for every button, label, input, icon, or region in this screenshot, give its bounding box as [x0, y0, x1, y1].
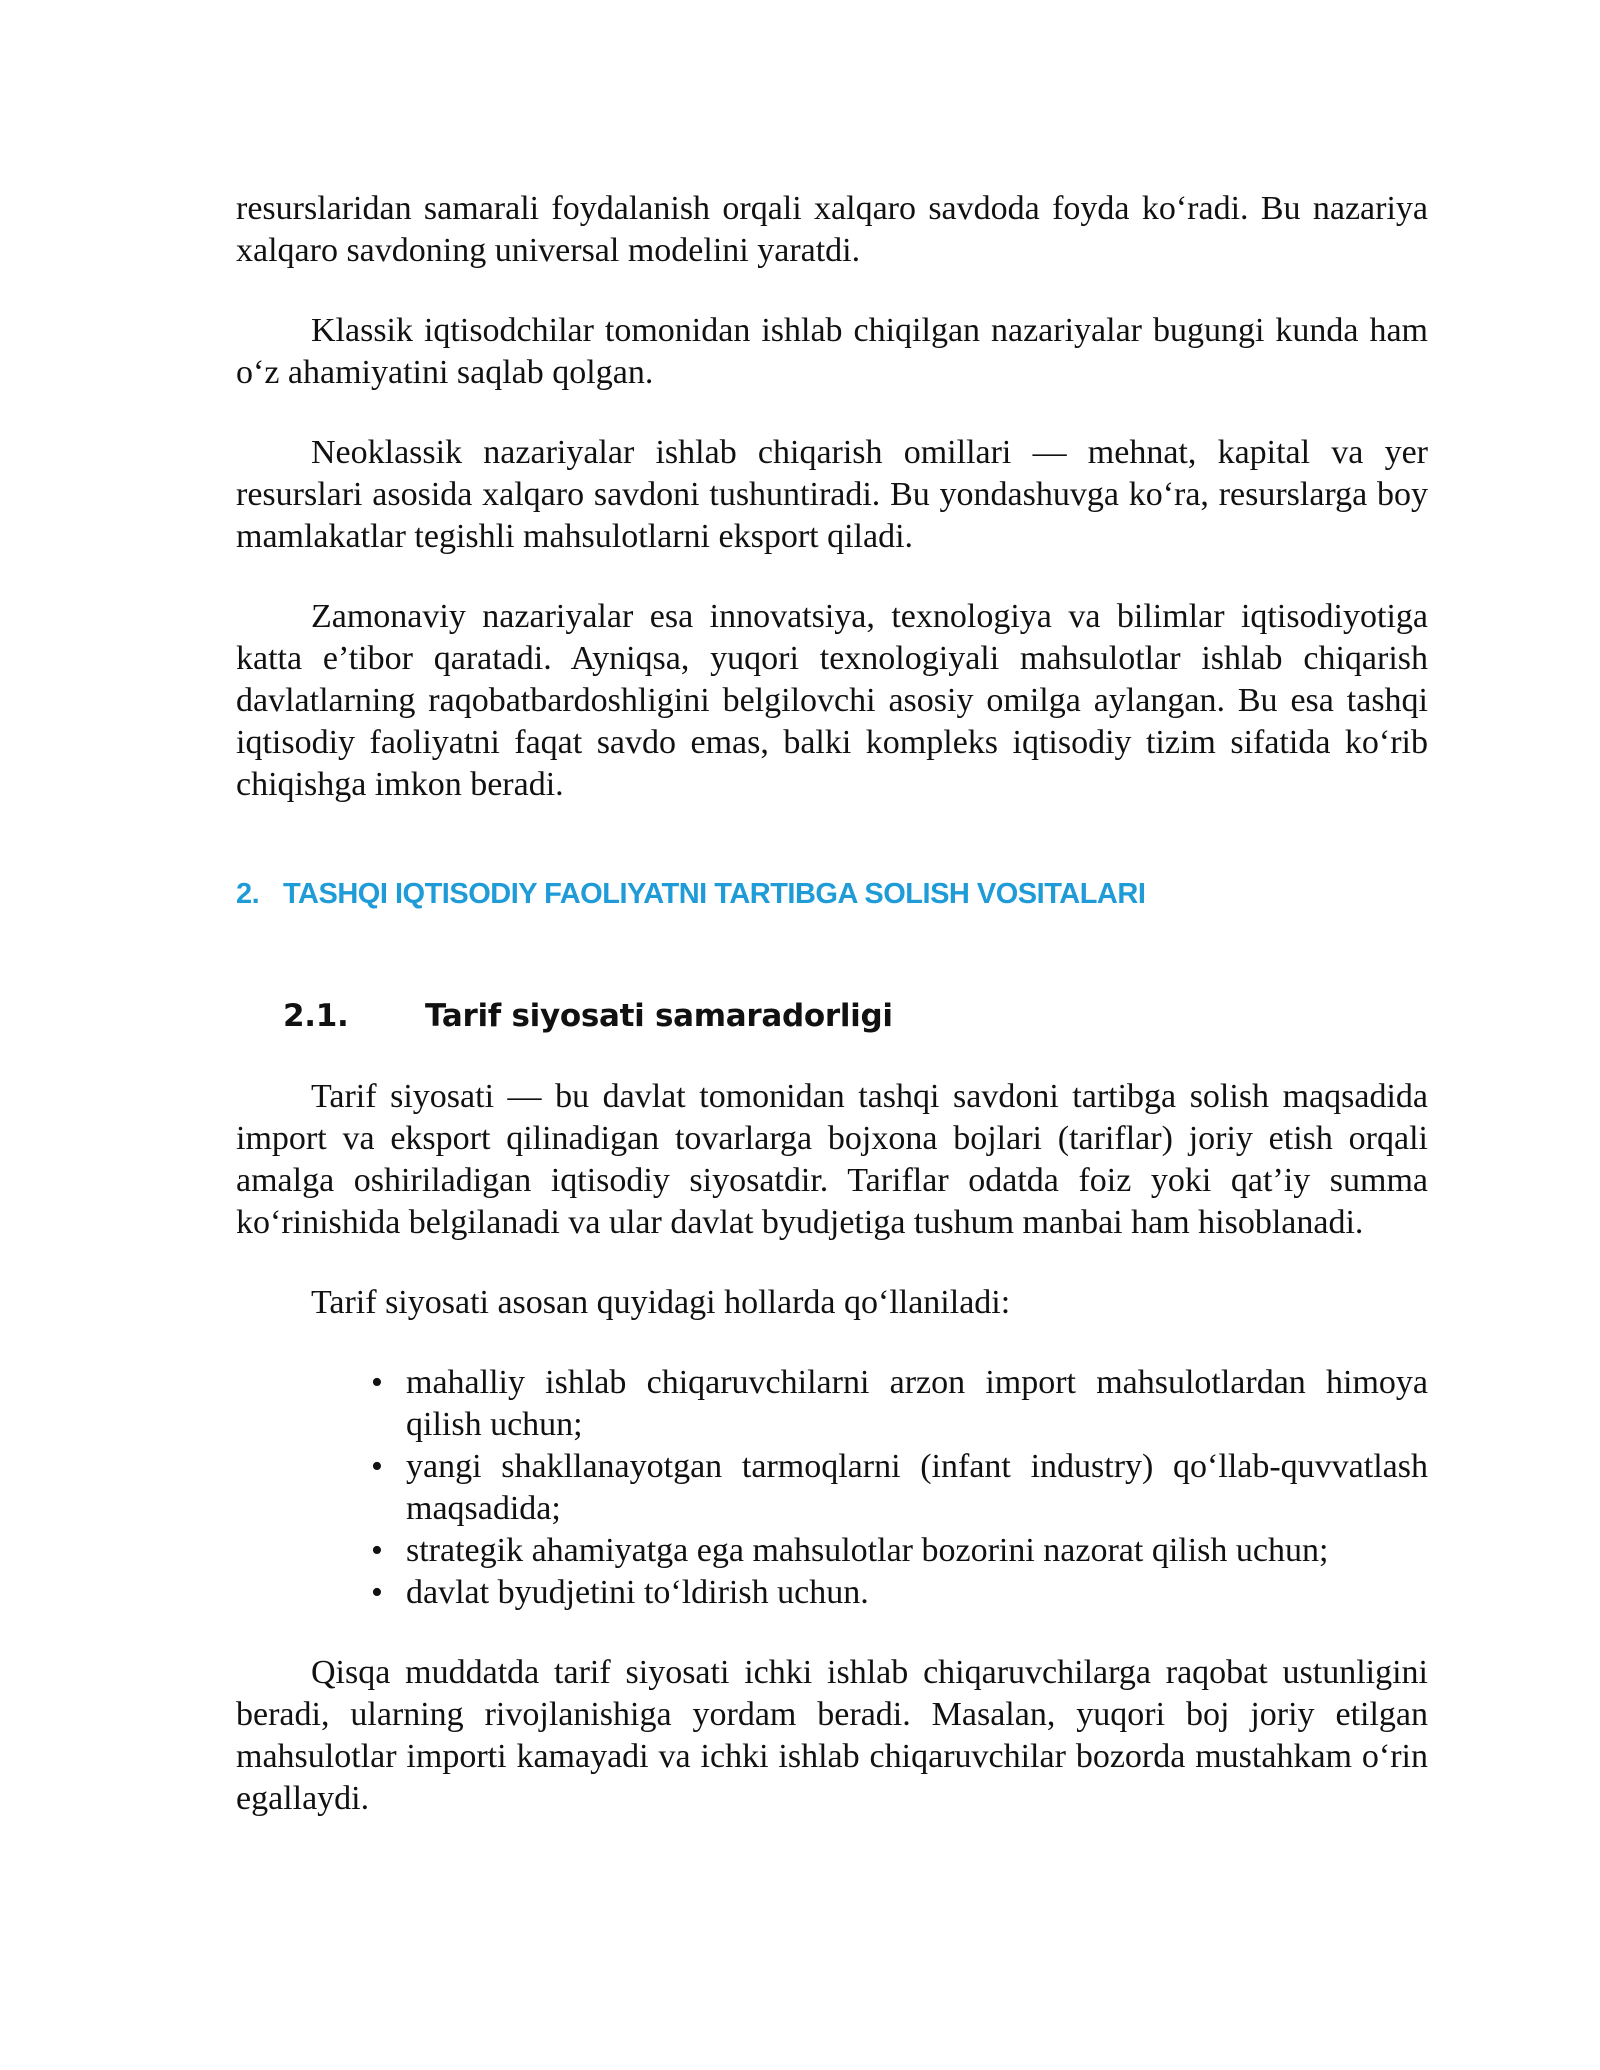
- list-item-text: strategik ahamiyatga ega mahsulotlar bozorini nazorat qilish uchun;: [406, 1532, 1329, 1569]
- section-title: TASHQI IQTISODIY FAOLIYATNI TARTIBGA SOLISH VOSITALARI: [283, 878, 1146, 910]
- paragraph-neoclassical-theories: Neoklassik nazariyalar ishlab chiqarish omillari — mehnat, kapital va yer resurslari asosida xalqaro savdoni tushuntiradi. Bu yondashuvga ko‘ra, resurslarga boy mamlakatlar tegishli mahsulotlarni eksport qiladi.: [236, 434, 1428, 555]
- section-heading: [236, 876, 1428, 912]
- document-page: [236, 188, 1428, 1858]
- paragraph-continuation: resurslaridan samarali foydalanish orqali xalqaro savdoda foyda ko‘radi. Bu nazariya xalqaro savdoning universal modelini yaratdi.: [236, 190, 1428, 269]
- paragraph-classical-theories: Klassik iqtisodchilar tomonidan ishlab chiqilgan nazariyalar bugungi kunda ham o‘z ahamiyatini saqlab qolgan.: [236, 312, 1428, 391]
- subsection-title: Tarif siyosati samaradorligi: [425, 998, 893, 1034]
- list-item-text: yangi shakllanayotgan tarmoqlarni (infant industry) qo‘llab-quvvatlash maqsadida;: [406, 1448, 1428, 1527]
- paragraph-tariff-usage-intro: Tarif siyosati asosan quyidagi hollarda qo‘llaniladi:: [311, 1284, 1011, 1321]
- section-number: 2.: [236, 878, 260, 910]
- list-item: [371, 1572, 1428, 1614]
- bullet-icon: •: [371, 1532, 383, 1569]
- paragraph-tariff-definition: Tarif siyosati — bu davlat tomonidan tashqi savdoni tartibga solish maqsadida import va eksport qilinadigan tovarlarga bojxona bojlari (tariflar) joriy etish orqali amalga oshiriladigan iqtisodiy siyosatdir. Tariflar odatda foiz yoki qat’iy summa ko‘rinishida belgilanadi va ular davlat byudjetiga tushum manbai ham hisoblanadi.: [236, 1078, 1428, 1241]
- subsection-number: 2.1.: [283, 998, 349, 1034]
- list-item-text: mahalliy ishlab chiqaruvchilarni arzon import mahsulotlardan himoya qilish uchun;: [406, 1364, 1428, 1443]
- list-item: [371, 1362, 1428, 1446]
- bullet-icon: •: [371, 1364, 383, 1401]
- list-item: [371, 1446, 1428, 1530]
- paragraph-modern-theories: Zamonaviy nazariyalar esa innovatsiya, texnologiya va bilimlar iqtisodiyotiga katta e’tibor qaratadi. Ayniqsa, yuqori texnologiyali mahsulotlar ishlab chiqarish davlatlarning raqobatbardoshligini belgilovchi asosiy omilga aylangan. Bu esa tashqi iqtisodiy faoliyatni faqat savdo emas, balki kompleks iqtisodiy tizim sifatida ko‘rib chiqishga imkon beradi.: [236, 598, 1428, 803]
- tariff-usage-list: [236, 1362, 1428, 1614]
- bullet-icon: •: [371, 1448, 383, 1485]
- list-item: [371, 1530, 1428, 1572]
- subsection-heading: [283, 996, 1428, 1036]
- paragraph-short-term-effect: Qisqa muddatda tarif siyosati ichki ishlab chiqaruvchilarga raqobat ustunligini beradi, ularning rivojlanishiga yordam beradi. Masalan, yuqori boj joriy etilgan mahsulotlar importi kamayadi va ichki ishlab chiqaruvchilar bozorda mustahkam o‘rin egallaydi.: [236, 1654, 1428, 1817]
- bullet-icon: •: [371, 1574, 383, 1611]
- list-item-text: davlat byudjetini to‘ldirish uchun.: [406, 1574, 869, 1611]
